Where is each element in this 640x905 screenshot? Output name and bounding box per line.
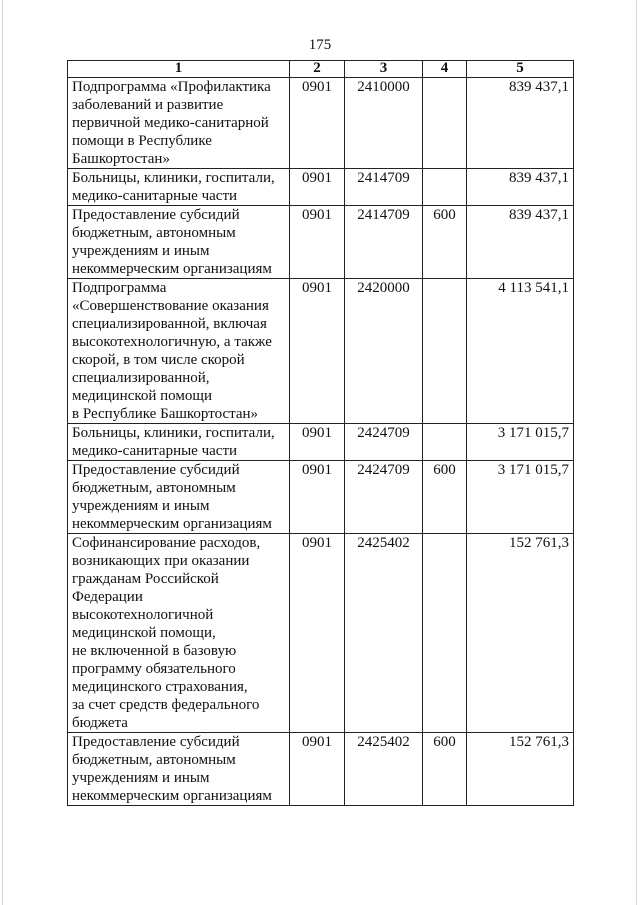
column-header-3: 3 — [345, 61, 423, 78]
row-description — [68, 206, 290, 279]
description-line: медицинской помощи — [72, 388, 212, 404]
row-description — [68, 424, 290, 461]
table-row — [68, 534, 574, 733]
amount-value: 839 437,1 — [467, 78, 574, 169]
target-code: 2414709 — [345, 206, 423, 279]
row-description — [68, 461, 290, 534]
description-line: бюджетным, автономным — [72, 752, 236, 768]
description-line: некоммерческим организациям — [72, 261, 272, 277]
target-code: 2414709 — [345, 169, 423, 206]
section-code: 0901 — [290, 78, 345, 169]
target-code: 2420000 — [345, 279, 423, 424]
table-row — [68, 424, 574, 461]
section-code: 0901 — [290, 534, 345, 733]
description-line: Предоставление субсидий — [72, 734, 240, 750]
target-code: 2424709 — [345, 424, 423, 461]
description-line: медицинского страхования, — [72, 679, 248, 695]
amount-value: 839 437,1 — [467, 206, 574, 279]
table-row — [68, 461, 574, 534]
page-number: 175 — [308, 37, 332, 53]
amount-value: 4 113 541,1 — [467, 279, 574, 424]
target-code: 2410000 — [345, 78, 423, 169]
description-line: гражданам Российской — [72, 571, 219, 587]
description-line: Предоставление субсидий — [72, 462, 240, 478]
description-line: Подпрограмма «Профилактика — [72, 79, 271, 95]
expense-type-code: 600 — [423, 461, 467, 534]
description-line: за счет средств федерального — [72, 697, 260, 713]
row-description — [68, 534, 290, 733]
table-row — [68, 733, 574, 806]
description-line: заболеваний и развитие — [72, 97, 224, 113]
description-line: Предоставление субсидий — [72, 207, 240, 223]
target-code: 2425402 — [345, 733, 423, 806]
description-line: учреждениям и иным — [72, 243, 210, 259]
table-row — [68, 78, 574, 169]
row-description — [68, 279, 290, 424]
section-code: 0901 — [290, 279, 345, 424]
description-line: учреждениям и иным — [72, 770, 210, 786]
description-line: медико-санитарные части — [72, 188, 238, 204]
section-code: 0901 — [290, 424, 345, 461]
description-line: помощи в Республике — [72, 133, 212, 149]
description-line: «Совершенствование оказания — [72, 298, 269, 314]
description-line: скорой, в том числе скорой — [72, 352, 245, 368]
expense-type-code — [423, 424, 467, 461]
section-code: 0901 — [290, 461, 345, 534]
description-line: специализированной, включая — [72, 316, 267, 332]
row-description — [68, 169, 290, 206]
description-line: возникающих при оказании — [72, 553, 250, 569]
amount-value: 152 761,3 — [467, 733, 574, 806]
expense-type-code — [423, 169, 467, 206]
expense-type-code — [423, 279, 467, 424]
section-code: 0901 — [290, 169, 345, 206]
table-row — [68, 279, 574, 424]
description-line: программу обязательного — [72, 661, 236, 677]
section-code: 0901 — [290, 206, 345, 279]
header-row — [68, 61, 574, 78]
description-line: высокотехнологичную, а также — [72, 334, 272, 350]
section-code: 0901 — [290, 733, 345, 806]
description-line: высокотехнологичной — [72, 607, 214, 623]
row-description — [68, 78, 290, 169]
description-line: бюджетным, автономным — [72, 225, 236, 241]
description-line: бюджета — [72, 715, 128, 731]
table-body — [68, 78, 574, 806]
description-line: Больницы, клиники, госпитали, — [72, 425, 275, 441]
column-header-4: 4 — [423, 61, 467, 78]
column-header-1: 1 — [68, 61, 290, 78]
description-line: учреждениям и иным — [72, 498, 210, 514]
amount-value: 839 437,1 — [467, 169, 574, 206]
description-line: не включенной в базовую — [72, 643, 237, 659]
row-description — [68, 733, 290, 806]
description-line: Больницы, клиники, госпитали, — [72, 170, 275, 186]
description-line: Башкортостан» — [72, 151, 170, 167]
description-line: в Республике Башкортостан» — [72, 406, 259, 422]
description-line: некоммерческим организациям — [72, 516, 272, 532]
description-line: медицинской помощи, — [72, 625, 216, 641]
description-line: Софинансирование расходов, — [72, 535, 261, 551]
expense-type-code: 600 — [423, 206, 467, 279]
target-code: 2425402 — [345, 534, 423, 733]
column-header-2: 2 — [290, 61, 345, 78]
description-line: медико-санитарные части — [72, 443, 238, 459]
description-line: бюджетным, автономным — [72, 480, 236, 496]
target-code: 2424709 — [345, 461, 423, 534]
description-line: первичной медико-санитарной — [72, 115, 269, 131]
scan-edge-left — [2, 0, 3, 905]
description-line: некоммерческим организациям — [72, 788, 272, 804]
description-line: Подпрограмма — [72, 280, 167, 296]
amount-value: 152 761,3 — [467, 534, 574, 733]
expense-type-code — [423, 534, 467, 733]
column-header-5: 5 — [467, 61, 574, 78]
table-row — [68, 169, 574, 206]
amount-value: 3 171 015,7 — [467, 461, 574, 534]
expense-type-code: 600 — [423, 733, 467, 806]
table-row — [68, 206, 574, 279]
expense-type-code — [423, 78, 467, 169]
description-line: Федерации — [72, 589, 143, 605]
scan-edge-right — [636, 0, 637, 905]
description-line: специализированной, — [72, 370, 210, 386]
amount-value: 3 171 015,7 — [467, 424, 574, 461]
budget-table — [67, 60, 574, 806]
